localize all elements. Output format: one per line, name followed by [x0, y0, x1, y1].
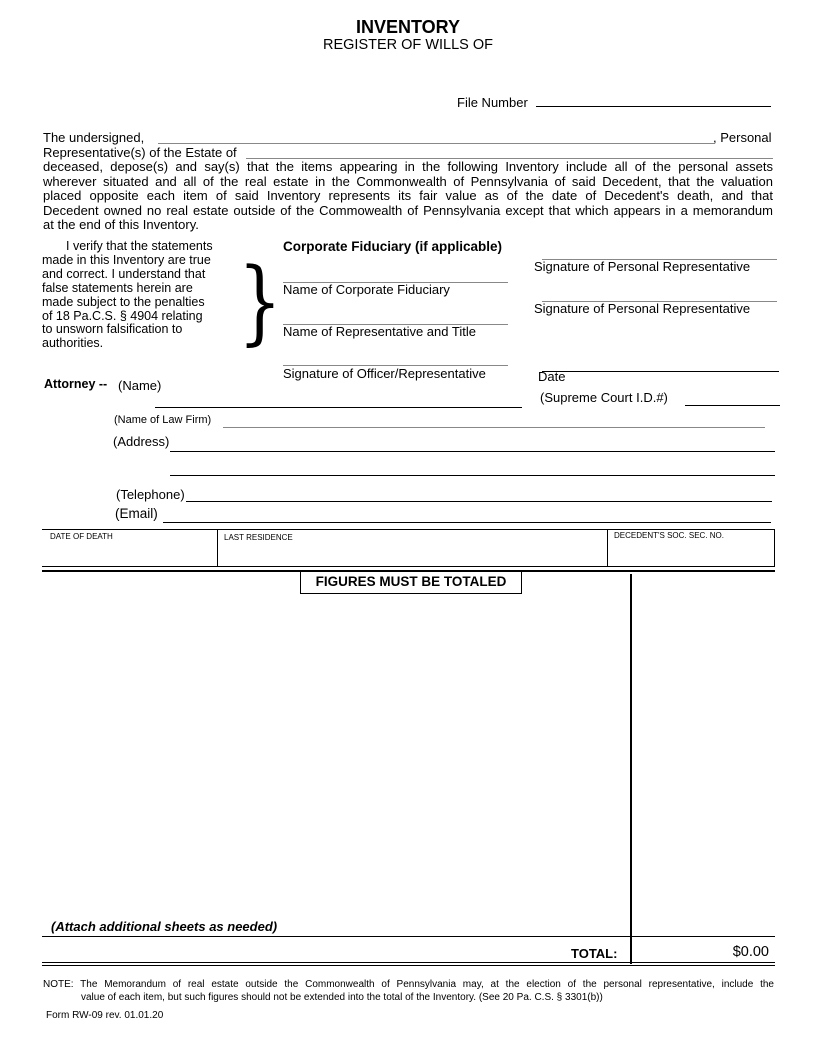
signature-2-label: Signature of Personal Representative	[534, 301, 751, 316]
corporate-fiduciary-name-label: Name of Corporate Fiduciary	[283, 282, 450, 297]
telephone-label: (Telephone)	[116, 487, 185, 502]
footer-note-line-2: value of each item, but such figures should not be extended into the total of the Inventory. (See 20 Pa. C.S. § 3301(b))	[81, 992, 603, 1003]
verification-line: made in this Inventory are true	[42, 252, 211, 267]
representative-name-title-label: Name of Representative and Title	[283, 324, 476, 339]
verification-statement	[42, 240, 232, 351]
footer-note	[43, 978, 774, 1004]
verification-line: I verify that the statements	[66, 239, 213, 253]
total-rule-top	[42, 936, 775, 937]
intro-line-4: wherever situated and all of the real estate in the Commonwealth of Pennsylvania of said Decedent, that the valuation	[43, 173, 773, 189]
law-firm-input[interactable]	[223, 411, 764, 427]
personal-label: , Personal	[713, 130, 772, 145]
date-underline	[542, 371, 779, 372]
attorney-label: Attorney --	[44, 377, 108, 391]
telephone-underline	[186, 501, 772, 502]
address-line-2-input[interactable]	[170, 459, 774, 475]
personal-representative-signature-2-input[interactable]	[542, 285, 776, 301]
footer-note-line-1: NOTE: The Memorandum of real estate outside the Commonwealth of Pennsylvania may, at the election of the personal representative, include the	[43, 979, 774, 990]
undersigned-label: The undersigned,	[43, 130, 145, 145]
last-residence-label: LAST RESIDENCE	[224, 533, 293, 542]
estate-of-label: Representative(s) of the Estate of	[43, 145, 237, 160]
address-line-1-underline	[170, 451, 775, 452]
inventory-values-textarea[interactable]	[636, 580, 774, 934]
address-line-1-input[interactable]	[170, 435, 774, 451]
supreme-court-id-label: (Supreme Court I.D.#)	[540, 390, 668, 405]
verification-line: made subject to the penalties	[42, 294, 205, 309]
supreme-court-id-input[interactable]	[685, 389, 779, 405]
officer-signature-label: Signature of Officer/Representative	[283, 366, 486, 381]
verification-line: of 18 Pa.C.S. § 4904 relating	[42, 308, 203, 323]
signature-1-label: Signature of Personal Representative	[534, 259, 751, 274]
form-id: Form RW-09 rev. 01.01.20	[46, 1010, 164, 1021]
decedent-table-right-border	[774, 529, 775, 566]
file-number-input[interactable]	[536, 91, 770, 107]
form-subtitle: REGISTER OF WILLS OF	[323, 37, 493, 53]
file-number-label: File Number	[457, 95, 528, 110]
ssn-label: DECEDENT'S SOC. SEC. NO.	[614, 531, 724, 540]
date-of-death-input[interactable]	[47, 546, 212, 562]
intro-line-6: Decedent owned no real estate outside of the Commowealth of Pennsylvania except that which appears in a memorandum	[43, 202, 773, 218]
attorney-name-underline	[155, 407, 522, 408]
value-column-divider	[630, 574, 632, 964]
total-label: TOTAL:	[571, 946, 618, 961]
figures-must-be-totaled-banner	[300, 571, 522, 594]
attorney-name-input[interactable]	[155, 391, 521, 407]
last-residence-input[interactable]	[222, 546, 602, 562]
curly-brace: }	[238, 248, 282, 355]
date-of-death-label: DATE OF DEATH	[50, 532, 113, 541]
total-rule-bottom-1	[42, 962, 775, 963]
date-input[interactable]	[542, 355, 778, 371]
total-value: $0.00	[732, 944, 769, 960]
total-rule-bottom-2	[42, 965, 775, 966]
personal-representative-signature-1-input[interactable]	[542, 243, 776, 259]
verification-line: authorities.	[42, 336, 104, 351]
inventory-items-textarea[interactable]	[46, 600, 628, 914]
decedent-table-divider-1	[217, 529, 218, 566]
law-firm-label: (Name of Law Firm)	[114, 414, 212, 426]
decedent-table-divider-2	[607, 529, 608, 566]
ssn-input[interactable]	[612, 546, 770, 562]
attorney-name-label: (Name)	[118, 378, 162, 393]
email-underline	[163, 522, 771, 523]
corporate-fiduciary-heading: Corporate Fiduciary (if applicable)	[283, 239, 503, 254]
address-line-2-underline	[170, 475, 775, 476]
date-label: Date	[538, 369, 566, 384]
intro-line-3: deceased, depose(s) and say(s) that the items appearing in the following Inventory include all of the personal assets	[43, 159, 773, 174]
intro-line-7: at the end of this Inventory.	[43, 217, 199, 233]
estate-name-input[interactable]	[246, 142, 772, 158]
officer-signature-input[interactable]	[283, 349, 507, 365]
law-firm-underline	[223, 427, 765, 428]
corporate-fiduciary-name-input[interactable]	[283, 266, 507, 282]
intro-line-5: placed opposite each item of said Inventory represents its fair value as of the date of Decedent's death, and that	[43, 188, 773, 204]
verification-line: to unsworn falsification to	[42, 322, 183, 337]
file-number-underline	[536, 106, 771, 107]
address-label: (Address)	[113, 434, 170, 449]
telephone-input[interactable]	[186, 485, 771, 501]
verification-line: and correct. I understand that	[42, 266, 206, 281]
figures-banner-text: FIGURES MUST BE TOTALED	[315, 574, 507, 589]
email-label: (Email)	[115, 506, 158, 521]
form-title: INVENTORY	[355, 17, 461, 37]
decedent-table-top-border	[42, 529, 775, 530]
personal-representative-name-input[interactable]	[158, 127, 713, 143]
email-input[interactable]	[163, 506, 770, 522]
supreme-court-id-underline	[685, 405, 780, 406]
representative-name-title-input[interactable]	[283, 308, 507, 324]
section-double-rule-top	[42, 566, 775, 567]
attach-sheets-note: (Attach additional sheets as needed)	[51, 919, 278, 934]
verification-line: false statements herein are	[42, 280, 193, 295]
